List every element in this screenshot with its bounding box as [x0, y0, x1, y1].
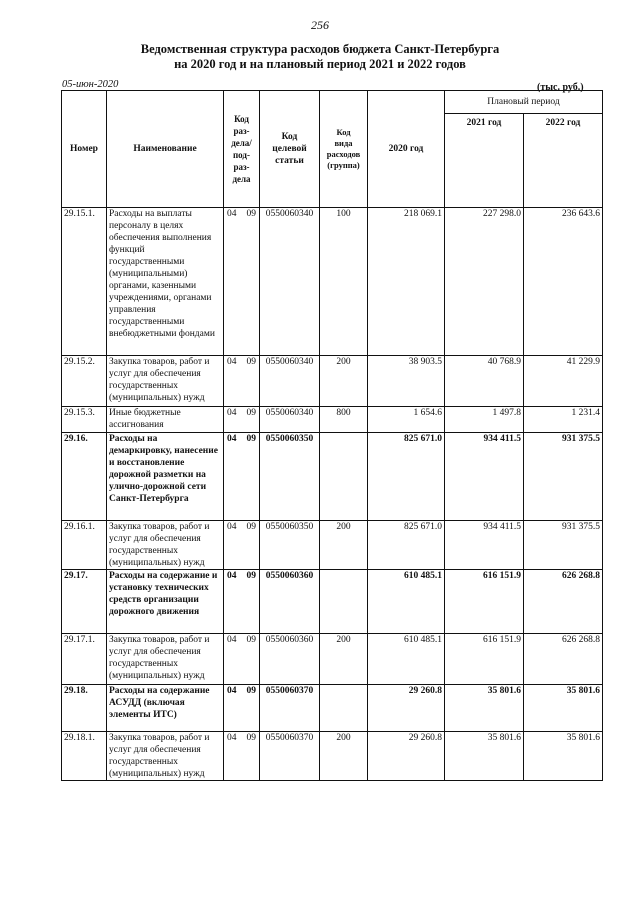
- row-expense-type: [320, 433, 368, 521]
- row-name: Расходы на выплаты персоналу в целях обеспечения выполнения функций государственными (муниципальными) органами, казенными учреждениями, органами управления государственными внебюджетными фондами: [107, 208, 224, 356]
- row-expense-type: 200: [320, 356, 368, 407]
- header-name: Наименование: [107, 91, 224, 208]
- row-podrazdel: 09: [246, 408, 256, 418]
- row-2021-amount: 616 151.9: [445, 570, 524, 634]
- page-number: 256: [311, 18, 329, 32]
- row-number: 29.15.1.: [62, 208, 107, 356]
- report-date: 05-июн-2020: [62, 79, 119, 90]
- row-name: Закупка товаров, работ и услуг для обеспечения государственных (муниципальных) нужд: [107, 356, 224, 407]
- row-2020-amount: 218 069.1: [368, 208, 445, 356]
- row-2022-amount: 626 268.8: [524, 634, 603, 685]
- row-expense-type: [320, 570, 368, 634]
- row-2022-amount: 35 801.6: [524, 732, 603, 781]
- row-target-code: 0550060340: [260, 356, 320, 407]
- document-title: [0, 42, 640, 72]
- row-2020-amount: 825 671.0: [368, 521, 445, 570]
- row-target-code: 0550060360: [260, 634, 320, 685]
- row-2021-amount: 1 497.8: [445, 407, 524, 433]
- row-expense-type: [320, 685, 368, 732]
- row-number: 29.18.1.: [62, 732, 107, 781]
- row-number: 29.15.2.: [62, 356, 107, 407]
- row-2022-amount: 931 375.5: [524, 433, 603, 521]
- row-2022-amount: 931 375.5: [524, 521, 603, 570]
- row-name: Закупка товаров, работ и услуг для обеспечения государственных (муниципальных) нужд: [107, 634, 224, 685]
- row-2022-amount: 236 643.6: [524, 208, 603, 356]
- header-expense-type: Код вида расходов (группа): [320, 91, 368, 208]
- row-target-code: 0550060360: [260, 570, 320, 634]
- row-podrazdel: 09: [246, 522, 256, 532]
- row-expense-type: 200: [320, 521, 368, 570]
- table-row: [62, 685, 603, 732]
- table-row: [62, 521, 603, 570]
- row-podrazdel: 09: [246, 571, 256, 581]
- row-podrazdel: 09: [246, 733, 256, 743]
- row-razdel: 04: [227, 686, 237, 696]
- row-2020-amount: 38 903.5: [368, 356, 445, 407]
- row-number: 29.15.3.: [62, 407, 107, 433]
- row-target-code: 0550060340: [260, 407, 320, 433]
- row-2021-amount: 616 151.9: [445, 634, 524, 685]
- row-name: Закупка товаров, работ и услуг для обеспечения государственных (муниципальных) нужд: [107, 732, 224, 781]
- header-number: Номер: [62, 91, 107, 208]
- row-podrazdel: 09: [246, 209, 256, 219]
- table-row: [62, 208, 603, 356]
- row-section-code: [224, 732, 260, 781]
- row-2022-amount: 35 801.6: [524, 685, 603, 732]
- row-razdel: 04: [227, 522, 237, 532]
- row-2022-amount: 41 229.9: [524, 356, 603, 407]
- table-body: [62, 208, 603, 781]
- table-row: [62, 356, 603, 407]
- row-2022-amount: 1 231.4: [524, 407, 603, 433]
- header-2022: 2022 год: [524, 114, 603, 208]
- title-line-2: на 2020 год и на плановый период 2021 и 2022 годов: [174, 57, 466, 71]
- header-2021: 2021 год: [445, 114, 524, 208]
- row-2020-amount: 610 485.1: [368, 634, 445, 685]
- row-podrazdel: 09: [246, 635, 256, 645]
- row-target-code: 0550060350: [260, 521, 320, 570]
- row-name: Расходы на демаркировку, нанесение и восстановление дорожной разметки на улично-дорожной сети Санкт-Петербурга: [107, 433, 224, 521]
- row-2021-amount: 35 801.6: [445, 685, 524, 732]
- row-expense-type: 800: [320, 407, 368, 433]
- row-podrazdel: 09: [246, 686, 256, 696]
- row-number: 29.17.: [62, 570, 107, 634]
- title-line-1: Ведомственная структура расходов бюджета Санкт-Петербурга: [140, 42, 500, 56]
- header-2020: 2020 год: [368, 91, 445, 208]
- row-section-code: [224, 433, 260, 521]
- row-section-code: [224, 570, 260, 634]
- row-section-code: [224, 521, 260, 570]
- units-label: (тыс. руб.): [537, 82, 584, 93]
- row-podrazdel: 09: [246, 434, 256, 444]
- row-expense-type: 100: [320, 208, 368, 356]
- budget-table: [61, 90, 603, 781]
- row-razdel: 04: [227, 571, 237, 581]
- row-razdel: 04: [227, 209, 237, 219]
- table-row: [62, 570, 603, 634]
- row-2021-amount: 40 768.9: [445, 356, 524, 407]
- row-expense-type: 200: [320, 634, 368, 685]
- table-header: [62, 91, 603, 208]
- row-2021-amount: 934 411.5: [445, 521, 524, 570]
- row-2020-amount: 825 671.0: [368, 433, 445, 521]
- row-name: Закупка товаров, работ и услуг для обеспечения государственных (муниципальных) нужд: [107, 521, 224, 570]
- row-target-code: 0550060370: [260, 685, 320, 732]
- row-section-code: [224, 685, 260, 732]
- row-section-code: [224, 407, 260, 433]
- row-2020-amount: 29 260.8: [368, 685, 445, 732]
- row-number: 29.16.: [62, 433, 107, 521]
- row-2020-amount: 610 485.1: [368, 570, 445, 634]
- row-number: 29.17.1.: [62, 634, 107, 685]
- row-razdel: 04: [227, 357, 237, 367]
- header-target: Код целевой статьи: [260, 91, 320, 208]
- row-2021-amount: 227 298.0: [445, 208, 524, 356]
- row-razdel: 04: [227, 434, 237, 444]
- table-row: [62, 634, 603, 685]
- row-razdel: 04: [227, 635, 237, 645]
- header-planned-period: Плановый период: [445, 91, 603, 114]
- row-name: Расходы на содержание АСУДД (включая элементы ИТС): [107, 685, 224, 732]
- row-2021-amount: 934 411.5: [445, 433, 524, 521]
- row-section-code: [224, 208, 260, 356]
- row-target-code: 0550060340: [260, 208, 320, 356]
- header-section: Код раз- дела/ под- раз- дела: [224, 91, 260, 208]
- row-2021-amount: 35 801.6: [445, 732, 524, 781]
- row-name: Иные бюджетные ассигнования: [107, 407, 224, 433]
- row-2022-amount: 626 268.8: [524, 570, 603, 634]
- row-number: 29.18.: [62, 685, 107, 732]
- row-2020-amount: 29 260.8: [368, 732, 445, 781]
- row-section-code: [224, 634, 260, 685]
- row-name: Расходы на содержание и установку технических средств организации дорожного движения: [107, 570, 224, 634]
- table-row: [62, 407, 603, 433]
- row-razdel: 04: [227, 408, 237, 418]
- row-expense-type: 200: [320, 732, 368, 781]
- table-row: [62, 433, 603, 521]
- row-number: 29.16.1.: [62, 521, 107, 570]
- row-section-code: [224, 356, 260, 407]
- row-razdel: 04: [227, 733, 237, 743]
- row-2020-amount: 1 654.6: [368, 407, 445, 433]
- table-row: [62, 732, 603, 781]
- row-target-code: 0550060370: [260, 732, 320, 781]
- row-podrazdel: 09: [246, 357, 256, 367]
- row-target-code: 0550060350: [260, 433, 320, 521]
